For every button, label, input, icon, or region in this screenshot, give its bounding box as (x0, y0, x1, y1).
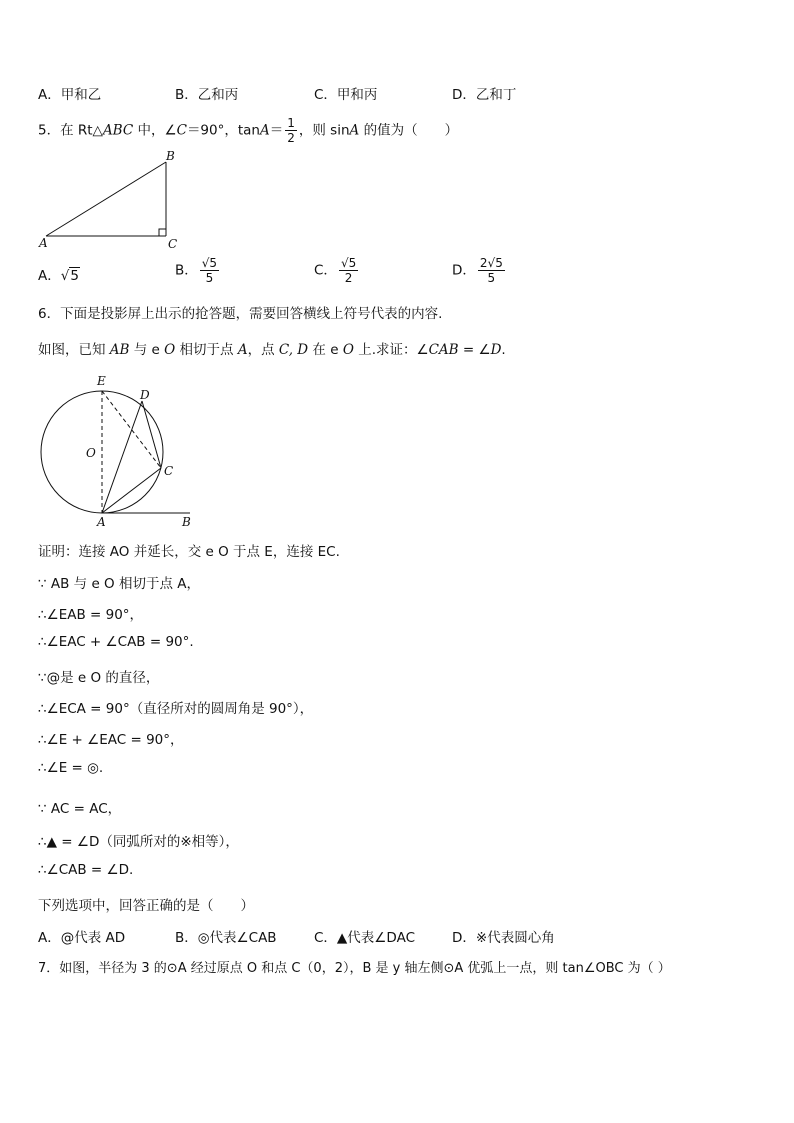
right-angle-mark (159, 229, 166, 236)
q5-text: ，则 sin (298, 122, 350, 139)
proof-line: ∵@是 e O 的直径， (38, 670, 160, 686)
q7-stem: 7．如图，半径为 3 的⊙A 经过原点 O 和点 C（0，2），B 是 y 轴左侧⊙A 优弧上一点，则 tan∠OBC 为（ ） (38, 961, 671, 976)
proof-line: ∴∠E + ∠EAC = 90°， (38, 732, 184, 748)
coefficient: 2 (479, 256, 488, 270)
proof-line: ∵ AC = AC， (38, 801, 122, 817)
q6-text: 与 e (129, 342, 165, 358)
q6-var: C, D (278, 342, 309, 358)
label-a: A (97, 515, 106, 529)
segment-dc (142, 401, 161, 468)
q5-text: 中，∠ (133, 122, 177, 139)
q6-stem: 6．下面是投影屏上出示的抢答题，需要回答横线上符号代表的内容. (38, 306, 443, 322)
radicand: 5 (70, 268, 79, 284)
frac-den: 5 (205, 271, 214, 285)
fraction (339, 256, 358, 285)
q4-option-c: C．甲和丙 (314, 87, 378, 103)
q6-var: O (342, 342, 354, 358)
proof-line: ∴∠CAB = ∠D. (38, 862, 134, 878)
q6-question: 下列选项中，回答正确的是（ ） (38, 898, 254, 914)
proof-line: ∴∠EAC + ∠CAB = 90°. (38, 634, 194, 650)
option-label: D． (452, 262, 476, 279)
proof-line: ∴∠ECA = 90°（直径所对的圆周角是 90°）， (38, 701, 314, 717)
q5-var: A (349, 122, 360, 139)
q6-given (38, 338, 506, 358)
q6-text: 在 e (308, 342, 343, 358)
frac-num: √5 (340, 256, 357, 270)
frac-num: 2√5 (479, 256, 503, 270)
radicand: 5 (495, 256, 503, 270)
radicand: 5 (348, 256, 357, 270)
q5-text: 5．在 Rt△ (38, 122, 103, 139)
q4-option-d: D．乙和丁 (452, 87, 517, 103)
q4-option-b: B．乙和丙 (175, 87, 239, 103)
proof-line: ∵ AB 与 e O 相切于点 A， (38, 576, 200, 592)
label-c: C (168, 237, 178, 251)
label-c: C (164, 464, 174, 478)
proof-line: ∴▲ = ∠D（同弧所对的※相等）， (38, 834, 239, 850)
q6-option-d: D．※代表圆心角 (452, 930, 555, 946)
label-b: B (166, 149, 175, 163)
q6-var: A (237, 342, 248, 358)
label-b: B (182, 515, 191, 529)
q5-var: C (176, 122, 187, 139)
q5-option-d (452, 256, 507, 285)
q6-text: . (501, 342, 506, 358)
q5-option-b (175, 256, 221, 285)
q5-text: ＝90°，tan (186, 122, 260, 139)
q5-stem (38, 116, 458, 145)
frac-num: √5 (201, 256, 218, 270)
q5-text: ＝ (269, 122, 284, 139)
segment-ad (102, 401, 142, 513)
side-ab (46, 162, 166, 236)
sqrt: √5 (60, 268, 79, 284)
q5-options (38, 256, 738, 290)
q5-triangle: ABC (102, 122, 134, 139)
q4-option-a: A．甲和乙 (38, 87, 102, 103)
frac-den: 2 (287, 131, 295, 145)
fraction (478, 256, 505, 285)
q6-var: D (490, 342, 502, 358)
label-d: D (140, 388, 150, 402)
option-label: C． (314, 262, 337, 279)
q5-option-c (314, 256, 360, 285)
label-a: A (39, 236, 48, 250)
q5-triangle-figure (36, 148, 186, 254)
proof-line: ∴∠EAB = 90°， (38, 607, 144, 623)
q6-text: 上.求证：∠ (353, 342, 429, 358)
q6-option-b: B．◎代表∠CAB (175, 930, 277, 946)
frac-num: 1 (287, 116, 295, 130)
fraction (200, 256, 219, 285)
q5-text: 的值为（ ） (359, 122, 459, 139)
q6-text: ，点 (247, 342, 279, 358)
q5-option-a (38, 264, 80, 284)
label-e: E (97, 374, 106, 388)
segment-ac (102, 468, 161, 513)
q6-text: 相切于点 (175, 342, 238, 358)
label-o: O (86, 446, 96, 460)
q6-text: = ∠ (458, 342, 491, 358)
q6-var: O (164, 342, 176, 358)
q6-option-c: C．▲代表∠DAC (314, 930, 415, 946)
q6-option-a: A．@代表 AD (38, 930, 126, 946)
q5-var: A (260, 122, 270, 139)
option-label: B． (175, 262, 198, 279)
proof-line: 证明：连接 AO 并延长，交 e O 于点 E，连接 EC. (38, 544, 340, 560)
q6-var: AB (109, 342, 130, 358)
radicand: 5 (209, 256, 218, 270)
q6-text: 如图，已知 (38, 342, 110, 358)
q5-fraction (285, 116, 297, 145)
frac-den: 2 (344, 271, 353, 285)
q6-circle-figure (36, 370, 206, 532)
frac-den: 5 (487, 271, 496, 285)
proof-line: ∴∠E = ◎. (38, 760, 104, 776)
option-label: A． (38, 268, 61, 284)
q6-var: CAB (428, 342, 459, 358)
